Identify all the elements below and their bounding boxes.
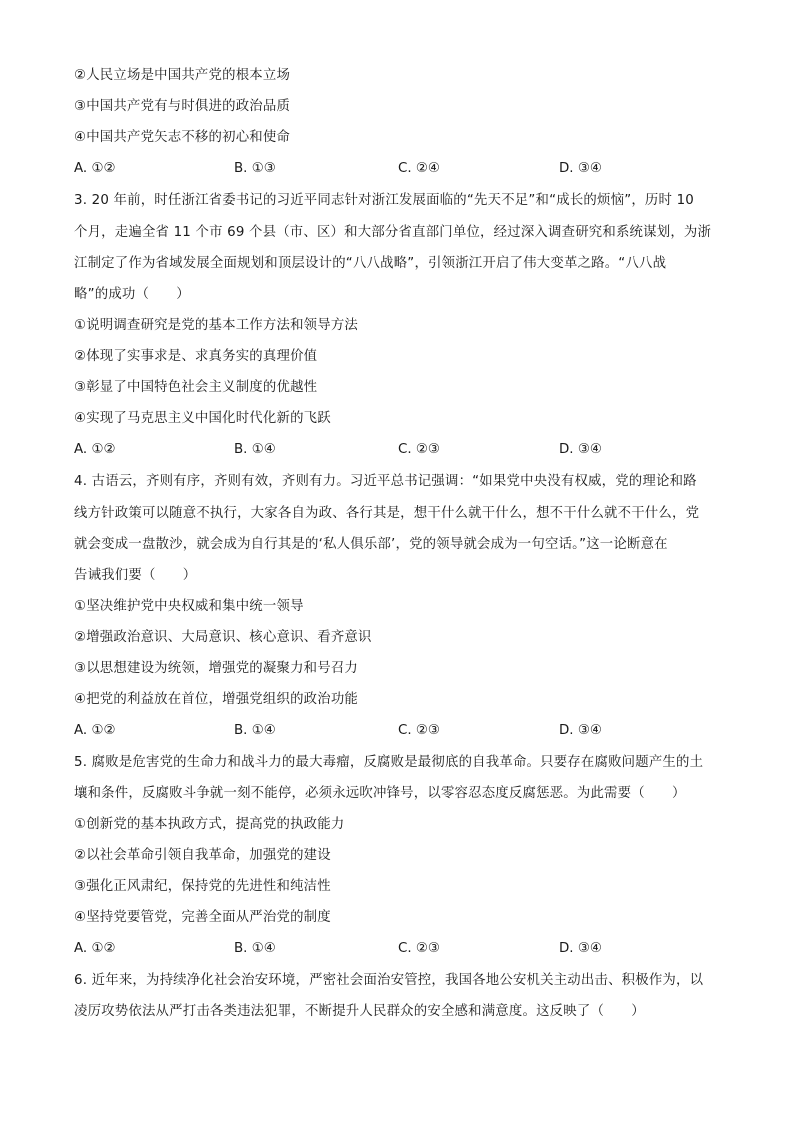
q3-item-2: ②体现了实事求是、求真务实的真理价值 [74, 349, 318, 364]
q4-item-3: ③以思想建设为统领，增强党的凝聚力和号召力 [74, 661, 359, 676]
q4-option-a[interactable]: A. ①② [74, 723, 116, 738]
q5-option-b[interactable]: B. ①④ [234, 941, 276, 956]
q4-options [74, 721, 714, 741]
q5-stem-line-1: 5. 腐败是危害党的生命力和战斗力的最大毒瘤，反腐败是最彻底的自我革命。只要存在腐败问题产生的土 [74, 755, 704, 770]
q4-option-d[interactable]: D. ③④ [559, 723, 602, 738]
q5-item-2: ②以社会革命引领自我革命，加强党的建设 [74, 848, 331, 863]
q2-option-b[interactable]: B. ①③ [234, 161, 276, 176]
q3-item-3: ③彰显了中国特色社会主义制度的优越性 [74, 380, 318, 395]
q3-stem-line-4: 略”的成功（ ） [74, 287, 190, 302]
q2-option-c[interactable]: C. ②④ [398, 161, 440, 176]
q4-stem-line-3: 就会变成一盘散沙，就会成为自行其是的‘私人俱乐部’，党的领导就会成为一句空话。”这一论断意在 [74, 537, 668, 552]
q5-item-3: ③强化正风肃纪，保持党的先进性和纯洁性 [74, 879, 331, 894]
q6-stem-line-1: 6. 近年来，为持续净化社会治安环境，严密社会面治安管控，我国各地公安机关主动出击、积极作为，以 [74, 973, 704, 988]
q4-item-4: ④把党的利益放在首位，增强党组织的政治功能 [74, 692, 359, 707]
q5-option-d[interactable]: D. ③④ [559, 941, 602, 956]
q4-stem-line-4: 告诫我们要（ ） [74, 568, 197, 583]
q2-item-4: ④中国共产党矢志不移的初心和使命 [74, 130, 291, 145]
q3-option-b[interactable]: B. ①④ [234, 442, 276, 457]
q3-option-d[interactable]: D. ③④ [559, 442, 602, 457]
q2-option-d[interactable]: D. ③④ [559, 161, 602, 176]
q4-stem-line-2: 线方针政策可以随意不执行，大家各自为政、各行其是，想干什么就干什么，想不干什么就不干什么，党 [74, 506, 700, 521]
q5-item-4: ④坚持党要管党，完善全面从严治党的制度 [74, 910, 331, 925]
q5-options [74, 939, 714, 959]
q5-stem-line-2: 壤和条件，反腐败斗争就一刻不能停，必须永远吹冲锋号，以零容忍态度反腐惩恶。为此需要（ ） [74, 786, 686, 801]
q3-stem-line-1: 3. 20 年前，时任浙江省委书记的习近平同志针对浙江发展面临的“先天不足”和“成长的烦恼”，历时 10 [74, 193, 695, 208]
q4-option-b[interactable]: B. ①④ [234, 723, 276, 738]
q4-item-1: ①坚决维护党中央权威和集中统一领导 [74, 599, 304, 614]
q3-stem-line-3: 江制定了作为省域发展全面规划和顶层设计的“八八战略”，引领浙江开启了伟大变革之路。“八八战 [74, 256, 667, 271]
q6-stem-line-2: 凌厉攻势依法从严打击各类违法犯罪，不断提升人民群众的安全感和满意度。这反映了（ ） [74, 1004, 645, 1019]
q2-option-a[interactable]: A. ①② [74, 161, 116, 176]
q4-option-c[interactable]: C. ②③ [398, 723, 440, 738]
q5-item-1: ①创新党的基本执政方式，提高党的执政能力 [74, 817, 345, 832]
q2-item-2: ②人民立场是中国共产党的根本立场 [74, 68, 291, 83]
q3-stem-line-2: 个月，走遍全省 11 个市 69 个县（市、区）和大部分省直部门单位，经过深入调查研究和系统谋划，为浙 [74, 225, 712, 240]
q5-option-c[interactable]: C. ②③ [398, 941, 440, 956]
q4-item-2: ②增强政治意识、大局意识、核心意识、看齐意识 [74, 630, 372, 645]
q2-options [74, 159, 714, 179]
q3-options [74, 440, 714, 460]
q2-item-3: ③中国共产党有与时俱进的政治品质 [74, 99, 291, 114]
q3-option-a[interactable]: A. ①② [74, 442, 116, 457]
q3-option-c[interactable]: C. ②③ [398, 442, 440, 457]
q3-item-4: ④实现了马克思主义中国化时代化新的飞跃 [74, 411, 331, 426]
q4-stem-line-1: 4. 古语云，齐则有序，齐则有效，齐则有力。习近平总书记强调：“如果党中央没有权威，党的理论和路 [74, 474, 697, 489]
q5-option-a[interactable]: A. ①② [74, 941, 116, 956]
q3-item-1: ①说明调查研究是党的基本工作方法和领导方法 [74, 318, 359, 333]
